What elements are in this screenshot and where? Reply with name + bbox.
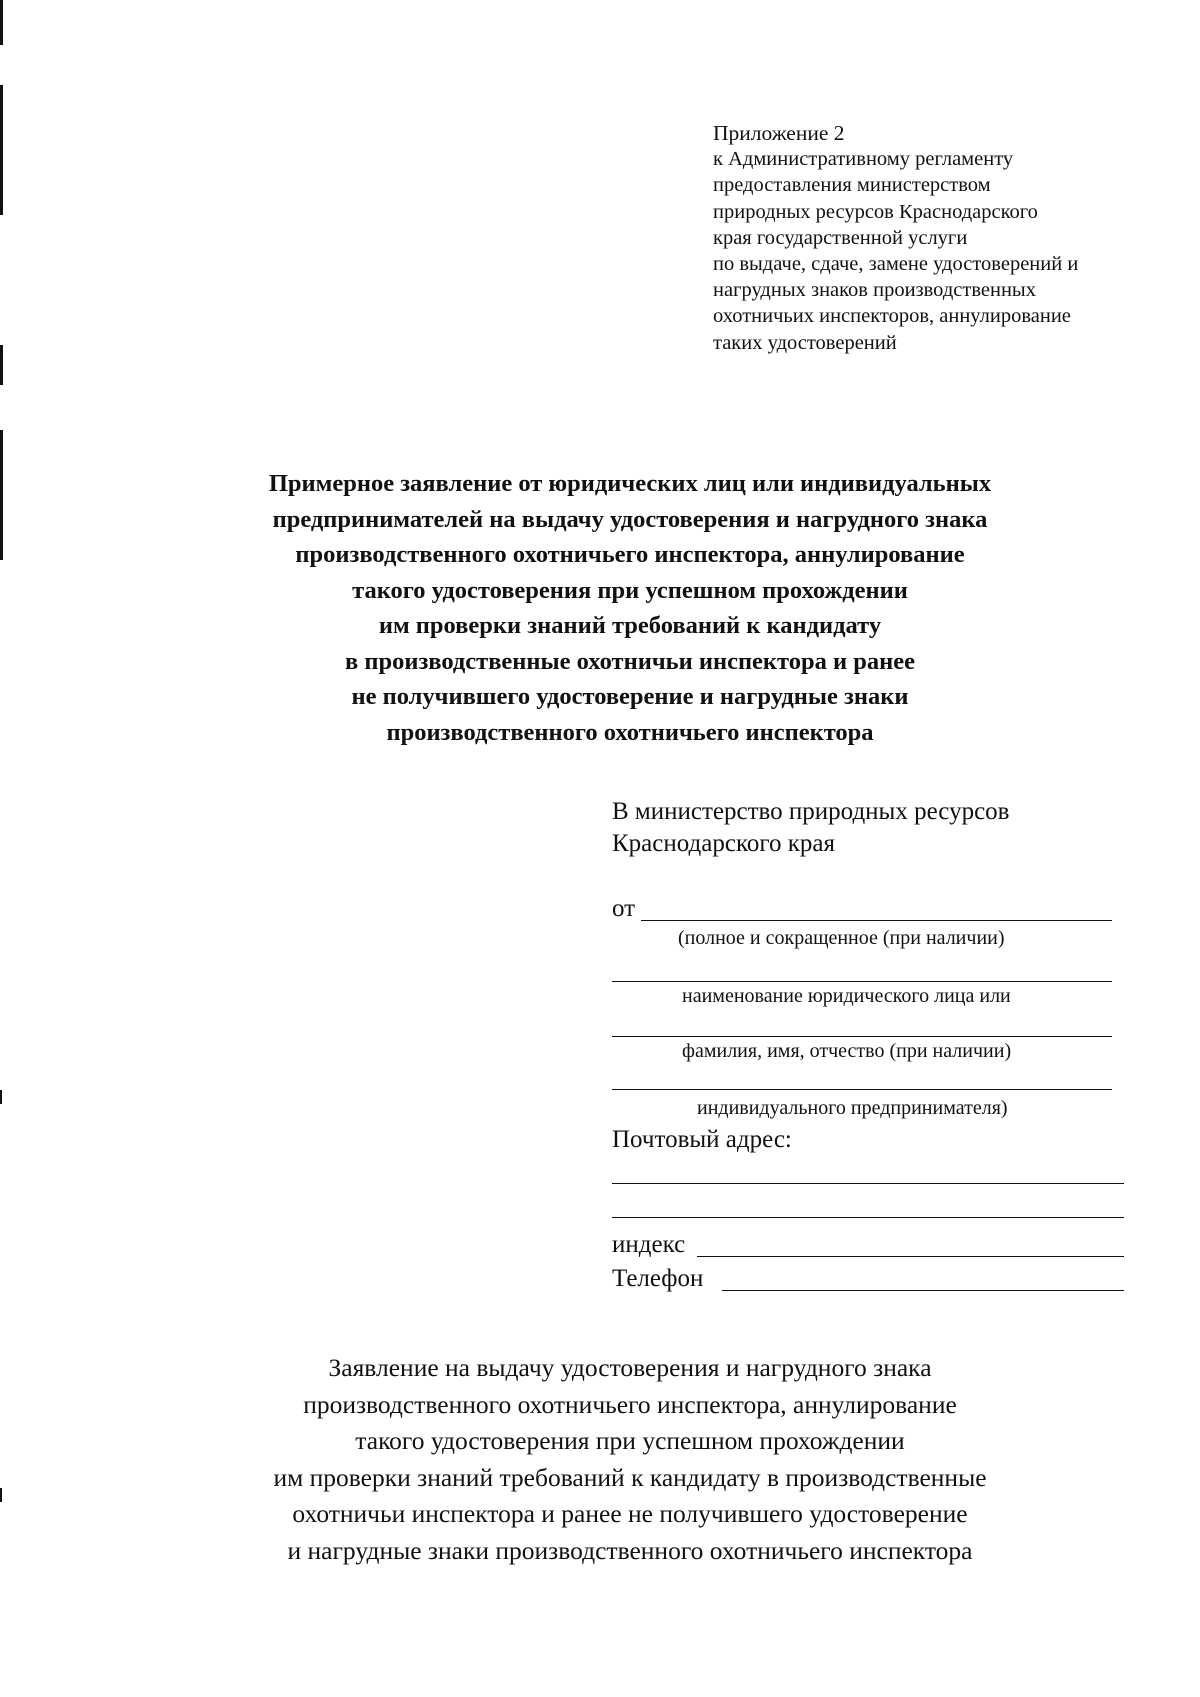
application-title-line: такого удостоверения при успешном прохождении [355,1426,905,1455]
title-line: Примерное заявление от юридических лиц или индивидуальных [268,470,992,497]
entrepreneur-blank-line[interactable] [612,1089,1112,1090]
scan-edge-mark [0,345,3,385]
title-line: в производственные охотничьи инспектора и ранее [344,647,915,675]
document-title [150,466,1110,750]
recipient-block [612,796,1112,860]
appendix-line: природных ресурсов Краснодарского [713,200,1038,223]
caption-full-name: (полное и сокращенное (при наличии) [678,927,1005,949]
from-field [612,893,1122,923]
index-field [612,1229,1122,1259]
postal-address-line-1[interactable] [612,1183,1124,1184]
index-label: индекс [612,1231,686,1258]
index-blank-line[interactable] [697,1256,1124,1257]
caption-entrepreneur: индивидуального предпринимателя) [697,1097,1008,1119]
title-line: производственного охотничьего инспектора [386,718,874,746]
title-line: производственного охотничьего инспектора, аннулирование [295,541,965,568]
phone-blank-line[interactable] [722,1290,1124,1291]
scan-edge-mark [0,1090,2,1104]
applicant-name-blank-line[interactable] [612,981,1112,982]
from-label: от [612,895,636,922]
title-line: им проверки знаний требований к кандидату [378,612,882,639]
caption-person-name: фамилия, имя, отчество (при наличии) [682,1040,1012,1062]
scan-edge-mark [0,0,3,45]
phone-field [612,1263,1122,1293]
title-line: такого удостоверения при успешном прохождении [352,576,908,604]
appendix-line: таких удостоверений [713,331,897,354]
appendix-line: края государственной услуги [713,226,968,249]
application-title-line: производственного охотничьего инспектора, аннулирование [303,1389,957,1419]
postal-address-line-2[interactable] [612,1217,1124,1218]
application-title-line: Заявление на выдачу удостоверения и нагрудного знака [328,1353,932,1382]
application-title-line: и нагрудные знаки производственного охотничьего инспектора [287,1535,973,1565]
appendix-line: охотничьих инспекторов, аннулирование [713,305,1071,328]
recipient-line: В министерство природных ресурсов [612,798,1010,825]
appendix-line: по выдаче, сдаче, замене удостоверений и [713,253,1079,276]
appendix-line: Приложение 2 [713,121,845,145]
application-title [150,1350,1110,1569]
appendix-line: предоставления министерством [713,174,991,197]
recipient-line: Краснодарского края [612,830,835,857]
caption-legal-entity: наименование юридического лица или [682,985,1011,1007]
application-title-line: им проверки знаний требований к кандидату в производственные [273,1462,987,1492]
application-title-line: охотничьи инспектора и ранее не получившего удостоверение [292,1499,968,1528]
phone-label: Телефон [612,1265,704,1292]
title-line: не получившего удостоверение и нагрудные знаки [351,683,909,710]
appendix-line: к Административному регламенту [713,148,1014,171]
from-blank-line[interactable] [641,920,1112,921]
title-line: предпринимателей на выдачу удостоверения и нагрудного знака [272,505,988,533]
appendix-line: нагрудных знаков производственных [713,279,1036,302]
applicant-fio-blank-line[interactable] [612,1036,1112,1037]
postal-address-label: Почтовый адрес: [612,1126,792,1153]
scan-edge-mark [0,1488,2,1502]
scan-edge-mark [0,430,3,560]
appendix-header [713,120,1183,356]
scan-edge-mark [0,85,3,215]
